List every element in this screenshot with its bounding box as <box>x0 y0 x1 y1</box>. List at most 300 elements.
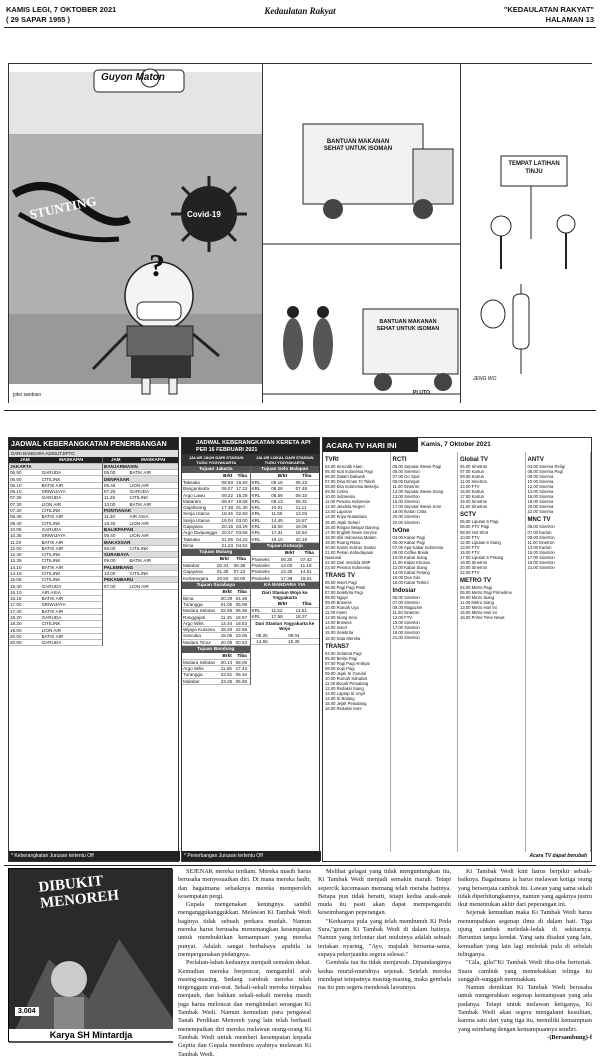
flight-schedule <box>8 437 179 862</box>
edition-date: KAMIS LEGI, 7 OKTOBER 2021 <box>6 5 117 14</box>
train-time: 20.19 <box>295 536 319 542</box>
tv-program: 15.00 Selebrita <box>325 630 354 636</box>
tv-program: 16.00 Ringan Belajar Bareng <box>325 524 379 530</box>
flight-time: 12.40 <box>9 551 41 557</box>
tv-program: 18.00 Sinema <box>527 499 554 505</box>
train-time: 23.06 <box>235 633 250 639</box>
train-time: 07.23 <box>233 569 250 575</box>
flight-city: PONTIANAK <box>103 507 178 513</box>
flight-time: 14.15 <box>9 570 41 576</box>
tv-program: 19.00 Sinetron <box>460 499 488 505</box>
train-time: 15.57 <box>295 517 319 523</box>
train-col-header: Brkt <box>220 653 235 659</box>
tv-program: 05.00 Liputan 6 Pagi <box>460 519 499 525</box>
train-name: Mutiara Timur <box>182 639 220 645</box>
train-name: Malabar <box>182 562 216 568</box>
train-time: 02.50 <box>236 511 248 517</box>
tv-channel-name: ANTV <box>527 457 544 463</box>
train-name: Gajayana <box>182 523 221 529</box>
train-time: 08.13 <box>270 498 294 504</box>
tv-program: 15.00 Dua Sisi <box>392 574 420 580</box>
tv-program: 05.00 Sinetron <box>392 595 420 601</box>
tv-program: 04.00 Selamat Pagi <box>325 650 362 656</box>
flight-airline: LION AIR <box>128 520 178 526</box>
flight-time: 08.40 <box>103 533 129 539</box>
tv-channel-name: tvOne <box>392 527 410 534</box>
serial-story <box>178 868 592 1058</box>
flight-time: 10.35 <box>9 533 41 539</box>
flight-airline: SRIWIJAYA <box>41 602 102 608</box>
train-col-header: Brkt <box>221 473 235 479</box>
tv-program: 21.00 Sinetron <box>392 635 420 641</box>
train-table <box>182 653 250 685</box>
train-time: 00.29 <box>220 595 235 601</box>
tv-program: 09.00 Sinetron <box>527 534 555 540</box>
tv-program: 12.00 Jendela Negeri <box>325 504 365 510</box>
flight-time: 10.00 <box>103 570 129 576</box>
tv-program: 04.00 Sinema Religi <box>527 464 565 469</box>
article-paragraph: Ki Tambak Wedi kini harus berpikir sebaik-baiknya. Bagaimana ia harus melawan ketiga orang yang bersenjata cambuk itu. Lawan yang sama sekali tidak diperhitungkannya, namun yang agaknya justru ikut menentukan akhir dari peperangan ini. <box>458 868 592 909</box>
tv-channel-name: METRO TV <box>460 577 491 584</box>
tv-program: 18.00 Klik Indonesia Malam <box>325 534 377 540</box>
train-table <box>251 601 320 620</box>
train-time: 17.22 <box>236 486 248 492</box>
train-row <box>251 556 320 562</box>
train-time: 17.31 <box>270 530 294 536</box>
tv-program: 08.00 Kopi Pagi <box>325 665 355 671</box>
flight-airline: CITILINK <box>41 520 102 526</box>
train-time: 00.53 <box>235 639 250 645</box>
flight-airline: CITILINK <box>41 621 102 627</box>
train-time: 14.44 <box>220 620 235 626</box>
train-time: 04.22 <box>236 536 248 542</box>
train-time: 19.10 <box>270 536 294 542</box>
flight-airline: GARUDA <box>41 640 102 646</box>
train-col-header: Tiba <box>235 473 249 479</box>
flight-time: 08.45 <box>9 514 41 520</box>
tv-program: 13.00 Laptop Si Unyil <box>325 690 365 696</box>
tv-program: 20.00 Sinema <box>527 504 554 510</box>
train-time: 01.00 <box>220 601 235 607</box>
tv-program: 06.00 Dalam Dakwah <box>325 474 366 480</box>
train-table <box>251 550 320 582</box>
tv-program: 14.00 Insert <box>325 625 348 631</box>
tv-program: 17.00 Liputan 6 Petang <box>460 554 504 560</box>
train-time: 04.52 <box>236 542 248 548</box>
cartoon-food-aid <box>262 63 460 403</box>
comic-episode: 3.004 <box>15 1007 39 1016</box>
train-row <box>251 562 320 568</box>
train-name: Mutiara Selatan <box>182 659 220 665</box>
train-col-local: JALUR LOKAL DARI STASIUN TUGU YOGYAKARTA <box>256 455 314 465</box>
flight-airline: GARUDA <box>41 526 102 532</box>
train-time: 20.15 <box>221 524 234 530</box>
tv-program: 07.00 Dina Emas Ti! Tokoh <box>325 479 375 485</box>
tv-program: 21.00 Pekan Kebudayaan Nasional <box>325 549 374 560</box>
train-time: 06.58 <box>235 678 250 684</box>
flight-time: 19.00 <box>9 627 41 633</box>
train-name: KRL <box>251 492 271 498</box>
flight-footer: * Keberangkatan Jurusan tertentu Off <box>9 851 180 861</box>
tv-channel-name: Indosiar <box>392 588 416 595</box>
tv-program: 05.00 Sinetron <box>527 524 555 530</box>
tv-program: 09.00 Magazine <box>392 605 423 611</box>
train-time: 05.34 <box>235 672 250 678</box>
flight-time: 10.05 <box>9 526 41 532</box>
tv-program: 05.00 Insert Pagi <box>325 579 357 585</box>
tv-program: 11.00 Metro Siang <box>460 600 494 606</box>
train-name: Bima <box>182 595 220 601</box>
train-time: 11.18 <box>299 562 319 568</box>
train-col-header: Brkt <box>220 589 235 595</box>
flight-col-header: MASKAPAI <box>41 457 102 463</box>
page-number: HALAMAN 13 <box>545 15 594 24</box>
flight-time: 18.20 <box>9 614 41 620</box>
train-time: 19.04 <box>221 517 234 523</box>
train-name: Bima <box>182 542 221 548</box>
train-time: 17.38 <box>280 575 300 581</box>
train-name: KRL <box>251 498 271 504</box>
train-left-column <box>182 466 251 685</box>
tv-program: 08.00 Sinema <box>527 474 554 480</box>
comic-title: DIBUKIT MENOREH <box>37 873 120 912</box>
flight-time: 18.30 <box>9 621 41 627</box>
hijri-date: ( 29 SAPAR 1955 ) <box>6 15 71 24</box>
train-time: 11.05 <box>220 666 235 672</box>
tv-schedule <box>322 437 592 862</box>
train-time: 20.05 <box>220 639 235 645</box>
flight-row <box>9 640 102 646</box>
tv-program: 10.00 Sinema <box>527 479 554 485</box>
train-time: 22.56 <box>235 627 250 633</box>
train-time: 05.15 <box>270 479 294 485</box>
train-time: 01.35 <box>216 569 233 575</box>
train-table-2 <box>251 632 320 645</box>
train-row <box>251 613 320 619</box>
train-name: Taksaka <box>182 536 221 542</box>
tv-footer: Acara TV dapat berubah <box>529 853 587 859</box>
tv-channel-name: MNC TV <box>527 517 551 524</box>
tv-program: 17.00 Seputar iNews Sore <box>392 504 442 510</box>
flight-subtitle: DARI BANDARA ADISUTJIPTO <box>9 450 178 457</box>
train-row <box>251 536 320 542</box>
tv-program: 20.00 Sinetron <box>460 564 488 570</box>
flight-airline: LION AIR <box>128 482 178 488</box>
train-name: Mutiara Selatan <box>182 608 220 614</box>
flight-airline: BATIK AIR <box>41 482 102 488</box>
train-time: 06.59 <box>270 492 294 498</box>
train-col-header: Tiba <box>295 473 319 479</box>
tv-program: 07.00 Kartun <box>527 529 552 535</box>
train-time: 22.51 <box>220 672 235 678</box>
tv-program: 10.00 FTV <box>460 534 480 540</box>
train-name: Gajahwong <box>182 504 221 510</box>
train-time: 20.50 <box>216 575 233 581</box>
cartoon-van-drawing <box>263 64 461 404</box>
train-name: Senja Utama <box>182 511 221 517</box>
train-name: Senja Utama <box>182 517 221 523</box>
flight-col-header: JAM <box>9 457 41 463</box>
train-row <box>182 639 250 645</box>
tv-date: Kamis, 7 Oktober 2021 <box>421 441 491 448</box>
tv-channel-name: TRANS7 <box>325 643 350 650</box>
train-name: Taksaka <box>182 479 221 485</box>
train-col-header: Tiba <box>233 556 250 562</box>
tv-program: 15.00 Sinetron <box>392 499 420 505</box>
train-time: 21.23 <box>221 542 234 548</box>
tv-program: 12.00 Liputan 6 Siang <box>460 539 501 545</box>
tv-program: 17.00 Sinetron <box>392 625 420 631</box>
train-time: 03.55 <box>236 530 248 536</box>
train-title: JADWAL KEBERANGKATAN KERETA API <box>182 438 319 447</box>
flight-airline: LION AIR <box>41 627 102 633</box>
train-time: 11.15 <box>220 614 235 620</box>
train-time: 08.25 <box>255 632 287 638</box>
flight-airline: GARUDA <box>128 488 178 494</box>
flight-airline: BATIK AIR <box>128 501 178 507</box>
tv-program: 11.00 Bocah Petualang <box>325 680 369 686</box>
train-time: 09.31 <box>295 498 319 504</box>
train-time: 15.05 <box>220 633 235 639</box>
flight-airline: CITILINK <box>41 570 102 576</box>
train-time: 06.30 <box>280 556 300 562</box>
flight-airline: CITILINK <box>128 495 178 501</box>
tv-program: 11.00 Kabar Khusus <box>392 559 431 565</box>
train-name: Prameks <box>251 575 280 581</box>
train-row <box>251 638 320 644</box>
tv-channel-name: TVRI <box>325 457 339 463</box>
flight-time: 11.30 <box>103 514 129 520</box>
train-time: 08.08 <box>235 659 250 665</box>
article-paragraph: Perlahan-lahan keduanya menjadi semakin dekat. Kemudian mereka berpencar, mengambil arah masing-masing. Sedang cambuk mereka telah tergenggam erat-erat. Sekali-sekali mereka terpaksa menjauh, dan bahkan sekali-sekali mereka masih juga harus meloncat dan menghindari serangan Ki Tambak Wedi. Namun kemudian para pengawal Tanah Perdikan Menoreh yang lain telah berhasil menempatkan diri mereka melawan orang-orang Ki Tambak Wedi untuk memberi kesempatan kepada Gupita dan Gupala memburu ayahnya melawan Ki Tambak Wedi. <box>178 959 311 1058</box>
flight-row <box>103 583 178 589</box>
section-rule-2 <box>4 865 596 866</box>
comic-caption: Karya SH Mintardja <box>9 1029 173 1041</box>
flight-time: 06.45 <box>103 482 129 488</box>
flight-airline: BATIK AIR <box>41 564 102 570</box>
tv-program: 04.00 Kabar Pagi <box>392 534 425 540</box>
cartoon-title: Guyon Maton <box>101 72 165 83</box>
train-time: 16.28 <box>236 492 248 498</box>
tv-program: 13.00 Sinetron <box>392 494 420 500</box>
train-time: 15.50 <box>236 479 248 485</box>
tv-channel-name: RCTI <box>392 457 407 463</box>
tv-program: 13.00 FTV <box>392 615 413 621</box>
flight-airline: BATIK AIR <box>128 558 178 564</box>
flight-airline: AIR ASIA <box>128 514 178 520</box>
article-paragraph: Sejenak kemudian maka Ki Tambak Wedi harus menumpahkan segenap ilmu di dalam hati. Tiga ujung cambuk meledak-ledak di sekitarnya. Beruntun tanpa kendat. Yang satu disahut yang lain, kemudian yang lain lagi meledak pula di sebelah telinganya. <box>458 909 592 958</box>
section-rule <box>4 410 596 411</box>
flight-airline: CITILINK <box>41 476 102 482</box>
train-name: KRL <box>251 523 271 529</box>
train-col-header: Brkt <box>270 601 294 607</box>
svg-text:?: ? <box>149 247 165 283</box>
flight-title: JADWAL KEBERANGKATAN PENERBANGAN <box>9 438 178 450</box>
train-col-long: JALUR JAUH DARI STASIUN TUGU YOGYAKARTA <box>188 455 244 465</box>
train-time: 18.54 <box>295 530 319 536</box>
train-time: 09.04 <box>287 632 319 638</box>
train-time: 09.22 <box>221 492 234 498</box>
flight-city: MAKASSAR <box>103 539 178 545</box>
train-time: 17.58 <box>270 613 294 619</box>
train-name: KRL <box>251 479 271 485</box>
train-row <box>182 575 250 581</box>
article-signoff: -(Bersambung)-f <box>547 1033 592 1041</box>
tv-program: 11.00 Sinetron <box>392 484 420 490</box>
tv-program: 17.00 English News Service <box>325 529 378 535</box>
flight-time: 17.00 <box>9 602 41 608</box>
train-name: Ranggajati <box>182 614 220 620</box>
train-row <box>182 678 250 684</box>
tv-program: 13.00 Laporan <box>325 509 353 515</box>
train-time: 11.52 <box>270 607 294 613</box>
tv-program: 15.00 Metro Hari Ini <box>460 610 497 616</box>
flight-time: 14.10 <box>9 564 41 570</box>
train-name: Sancaka <box>182 633 220 639</box>
tv-column <box>458 452 526 852</box>
cartoonist-signature: JENG WO <box>473 376 497 382</box>
tv-program: 11.00 Sinetron <box>392 610 420 616</box>
covid-label: Covid-19 <box>187 210 221 219</box>
train-table <box>182 556 250 582</box>
flight-airline: CITILINK <box>41 507 102 513</box>
tv-program: 22.00 FTV <box>460 569 480 575</box>
train-time: 06.23 <box>295 479 319 485</box>
flight-time: 15.05 <box>9 577 41 583</box>
flight-airline: BATIK AIR <box>41 633 102 639</box>
train-time: 06.38 <box>233 562 250 568</box>
tv-program: 14.00 Kabar Petang <box>392 569 430 575</box>
flight-city: DENPASAR <box>103 476 178 482</box>
train-time: 04.36 <box>235 595 250 601</box>
flight-time: 20.50 <box>9 640 41 646</box>
flight-city: PEKANBARU <box>103 577 178 583</box>
train-name: KRL <box>251 530 271 536</box>
flight-airline: GARUDA <box>41 614 102 620</box>
tv-program: 07.00 Apa Kabar Indonesia <box>392 544 444 550</box>
tv-program: 09.00 Brownis <box>325 600 352 606</box>
tv-program: 08.00 Kita Indonesia Bekerja <box>325 484 379 490</box>
train-right-column <box>251 466 320 685</box>
flight-airline: CITILINK <box>41 558 102 564</box>
train-section-title: Tujuan Malang <box>182 549 250 556</box>
train-time: 01.30 <box>236 505 248 511</box>
train-col-header: Tiba <box>295 601 319 607</box>
tv-program: 13.00 Brownis <box>325 620 352 626</box>
flight-col-header: MASKAPAI <box>128 457 178 463</box>
train-time: 18.53 <box>235 620 250 626</box>
train-time: 15.35 <box>287 638 319 644</box>
flight-time: 13.35 <box>9 558 41 564</box>
tv-program: 14.00 Sinema <box>527 489 554 495</box>
article-paragraph: Melihat gelagat yang tidak menguntungkan itu, Ki Tambak Wedi menjadi semakin marah. Tetapi sepercik kecemasan memang telah meraba hatinya. Betapa pun tidak berarti, tetapi kedua anak-anak muda itu pasti akan dapat mempengaruhi keseimbangan peperangan. <box>318 868 451 917</box>
tv-program: 21.00 Sinetron <box>460 504 488 510</box>
flight-time: 12.00 <box>9 545 41 551</box>
train-time: 17.43 <box>235 666 250 672</box>
tv-program: 07.00 Go Spot <box>392 474 420 480</box>
tv-program: 15.00 Jejak Petualang <box>325 701 367 707</box>
tv-program: 17.00 Sinetron <box>527 554 555 560</box>
train-time: 11.11 <box>295 504 319 510</box>
flight-time: 07.25 <box>9 495 41 501</box>
tv-program: 13.00 FTV <box>460 484 480 490</box>
tv-program: 11.00 Sinetron <box>527 539 555 545</box>
tv-program: 15.00 FTV <box>460 549 480 555</box>
flight-airline: BATIK AIR <box>41 596 102 602</box>
flight-time: 16.45 <box>103 520 129 526</box>
train-time: 08.50 <box>221 479 234 485</box>
tv-program: 08.00 Ngopi <box>325 595 348 601</box>
train-col-header: Brkt <box>270 473 294 479</box>
article-paragraph: SEJENAK mereka terdiam. Mereka masih harus berusaha menyesuaikan diri. Di mana mereka hadir, dan bagaimana sebaiknya mereka memperoleh kesempatan pergi. <box>178 868 311 900</box>
tv-program: 07.00 Selebrita Pagi <box>325 590 363 596</box>
tv-program: 05.00 Seputar iNews Pagi <box>392 464 441 469</box>
tv-program: 07.00 Kartun <box>460 469 484 475</box>
tv-program: 04.00 Seruntik Alam <box>325 464 363 469</box>
train-time: 16.57 <box>235 614 250 620</box>
tv-program: 21.00 Sinetron <box>527 564 555 570</box>
train-time: 03.00 <box>233 575 250 581</box>
tv-program: 08.00 Hot Shot <box>460 529 488 535</box>
train-time: 11.55 <box>270 511 294 517</box>
train-table <box>182 473 250 549</box>
train-row <box>182 530 250 536</box>
flight-time: 06.10 <box>9 488 41 494</box>
sign-text: TEMPAT LATIHAN TINJU <box>508 161 560 175</box>
tv-program: 18.00 Ikatan Cinta <box>392 509 427 515</box>
flight-time: 16.10 <box>9 589 41 595</box>
train-name: KRL <box>251 486 271 492</box>
tv-program: 22.00 Sinema <box>527 509 554 515</box>
train-name: KRL <box>251 511 271 517</box>
tv-channel-name: Global TV <box>460 457 489 463</box>
tv-program: 07.00 Sinetron <box>392 600 420 606</box>
train-name: KRL <box>251 517 271 523</box>
tv-program: 12.00 Kabar Siang <box>392 564 428 570</box>
tv-column <box>526 452 592 852</box>
tv-program: 12.00 Siang Seru <box>325 615 358 621</box>
article-column-3 <box>458 868 592 1046</box>
train-time: 21.05 <box>221 536 234 542</box>
train-name: Argo Dwipangga <box>182 530 221 536</box>
tv-program: 10.00 Indonesia <box>325 494 355 500</box>
train-name: Prameks <box>251 556 280 562</box>
tv-channel-name: SCTV <box>460 512 477 519</box>
flight-time: 11.25 <box>103 495 129 501</box>
tv-column <box>391 452 459 852</box>
flight-airline: BATIK AIR <box>128 470 178 476</box>
tv-program: 09.00 Kartun <box>460 474 484 480</box>
tv-program: 16.00 Redaksi Sore <box>325 706 362 712</box>
train-time: 06.38 <box>235 608 250 614</box>
tv-program: 10.00 Kabar Siang <box>392 554 428 560</box>
train-time: 03.00 <box>236 517 248 523</box>
van-label-top: BANTUAN MAKANAN SEHAT UNTUK ISOMAN <box>323 139 393 152</box>
tv-program: 05.00 Metro Pagi Primetime <box>460 589 512 595</box>
train-time: 23.25 <box>220 678 235 684</box>
flight-time: 07.25 <box>103 488 129 494</box>
train-time: 15.00 <box>270 523 294 529</box>
tv-program: 15.00 Jejak Sehari <box>325 519 360 525</box>
tv-program: 13.00 Metro Hari Ini <box>460 605 497 611</box>
train-col-header: Brkt <box>280 550 300 556</box>
tv-program: 09.00 Cerita <box>325 489 348 495</box>
flight-airline: LION AIR <box>128 533 178 539</box>
tv-column <box>323 452 391 852</box>
flight-city: JAKARTA <box>9 463 102 469</box>
flight-col-header: JAM <box>103 457 129 463</box>
train-table <box>251 473 320 543</box>
